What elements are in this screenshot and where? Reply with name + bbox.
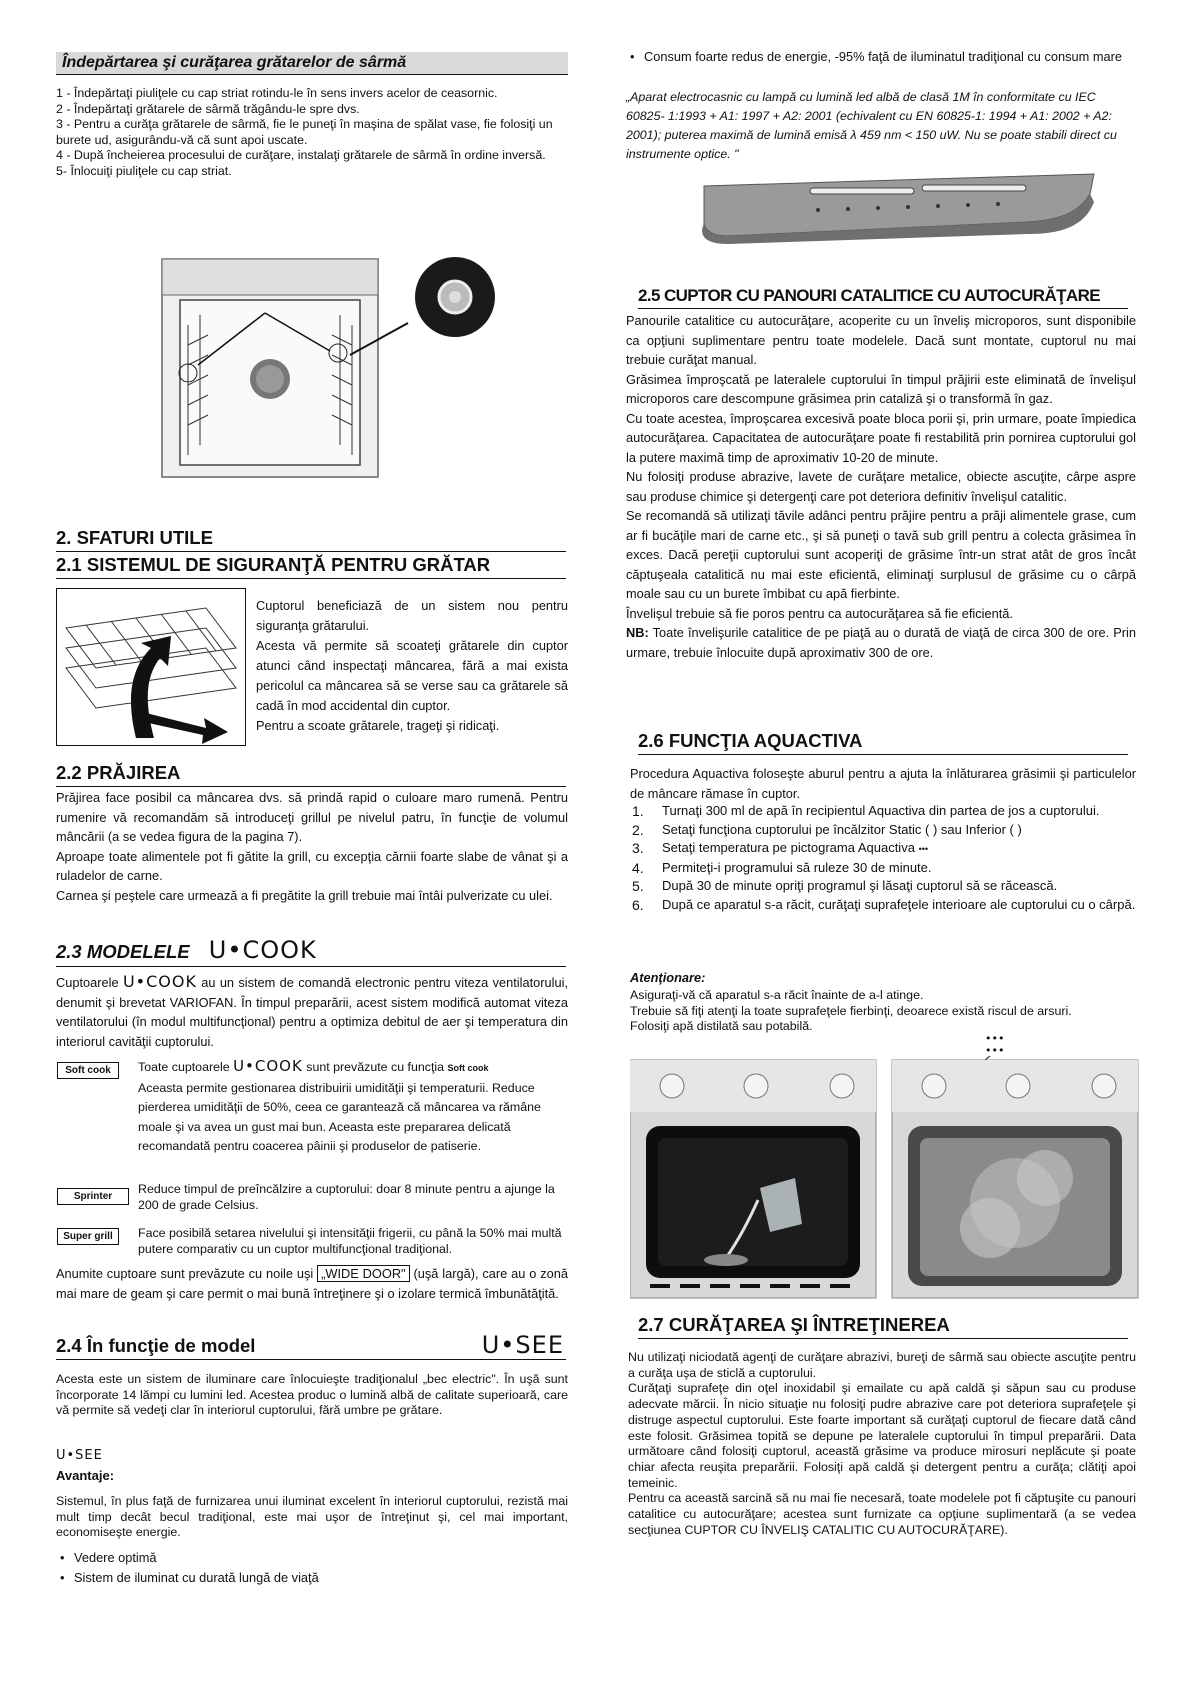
paragraph: Nu folosiţi produse abrazive, lavete de curăţare metalice, obiecte ascuţite, cârpe aspre sau produse chimice şi detergenţi care pot deteriora definitiv învelişul catalitic.: [626, 469, 1136, 504]
door-suffix: (uşă largă), care au o zonă mai mare de geam şi care permit o mai bună întreţinere şi o izolare termică îmbunătăţită.: [56, 1266, 568, 1301]
grilling-text: [56, 788, 568, 905]
advantages-text: Sistemul, în plus faţă de furnizarea unui iluminat excelent în interiorul cuptorului, rezistă mai mult timp decât becul tradiţional, este mai uşor de întreţinut şi, cel mai important, economiseşte energie.: [56, 1494, 568, 1540]
list-item: • Sistem de iluminat cu durată lungă de viaţă: [56, 1568, 568, 1588]
step-text: Permiteţi-i programului să ruleze 30 de minute.: [662, 859, 932, 875]
paragraph: Panourile catalitice cu autocurăţare, acoperite cu un înveliş microporos, sunt disponibile ca opţiuni suplimentare pentru toate modelele. Dacă sunt montate, cuptorul nu mai trebuie curăţat manual.: [626, 313, 1136, 367]
list-item: [632, 859, 1136, 878]
section-title-grill-safety: 2.1 SISTEMUL DE SIGURANŢĂ PENTRU GRĂTAR: [56, 554, 566, 579]
sprinter-text: Reduce timpul de preîncălzire a cuptorului: doar 8 minute pentru a ajunge la 200 de grade Celsius.: [138, 1182, 555, 1212]
step-number: 6.: [632, 896, 644, 913]
super-grill-icon: Super grill: [57, 1228, 119, 1245]
list-item: [632, 896, 1136, 915]
aquactiva-steps: [632, 802, 1136, 914]
step-number: 4.: [632, 859, 644, 876]
section-title-grilling: 2.2 PRĂJIREA: [56, 762, 566, 787]
cleaning-text: [628, 1350, 1136, 1538]
paragraph: Curăţaţi suprafeţe din oţel inoxidabil şi emailate cu apă caldă şi săpun sau cu produse adecvate mărcii. În nicio situaţie nu folosiţi pudre abrazive care pot deteriora suprafeţele şi distruge aspectul cuptorului. Este foarte important să curăţaţi cuptorul de fiecare dată când este folosit. Grăsimea topită se depune pe lateralele cuptorului în timpul preparării. Data următoare când folosiţi cuptorul, această grăsime va produce mirosuri neplăcute şi poate chiar afecta reuşita preparării. Folosiţi apă caldă şi detergent pentru a curăţa; clătiţi apoi temeinic.: [628, 1381, 1136, 1490]
paragraph: Aproape toate alimentele pot fi gătite la grill, cu excepţia cărnii foarte slabe de vânat şi a ruladelor de carne.: [56, 848, 568, 883]
paragraph: Grăsimea împroşcată pe lateralele cuptorului în timpul prăjirii este eliminată de învelişul microporos care descompune grăsimea prin catalizā şi o transformă în gaz.: [626, 371, 1136, 406]
wide-door-label: „WIDE DOOR": [317, 1265, 409, 1282]
step-number: 3.: [632, 840, 644, 856]
warning-line: Folosiţi apă distilată sau potabilă.: [630, 1019, 813, 1034]
soft-prefix: Toate cuptoarele: [138, 1060, 230, 1074]
step-number: 2.: [632, 821, 644, 838]
paragraph: Prăjirea face posibil ca mâncarea dvs. să prindă rapid o culoare maro rumenă. Pentru rumenire vă recomandăm să introduceţi grillul pe nivelul patru, în funcţie de volumul mâncării (a se vedea figura de la pagina 7).: [56, 790, 568, 844]
aquactiva-intro: Procedura Aquactiva foloseşte aburul pentru a ajuta la înlăturarea grăsimii şi particulelor de mâncare rămase în cuptor.: [630, 766, 1136, 801]
nb-label: NB:: [626, 625, 649, 640]
list-item: • Vedere optimă: [56, 1548, 568, 1568]
paragraph: Cu toate acestea, împroşcarea excesivă poate bloca porii şi, prin urmare, poate împiedica autocurăţarea. Capacitatea de autocurăţare poate fi restabilită prin pornirea cuptorului gol la putere maximă timp de aproximativ 10-20 de minute.: [626, 410, 1136, 465]
advantages-title: Avantaje:: [56, 1468, 115, 1483]
soft-cook-text: [138, 1057, 564, 1157]
sprinter-icon: Sprinter: [57, 1188, 129, 1205]
warning-line: Trebuie să fiţi atenţi la toate suprafeţele fierbinţi, deoarece există riscul de arsuri.: [630, 1003, 1072, 1018]
usee-description: Acesta este un sistem de iluminare care înlocuieşte tradiţionalul „bec electric". În uşă sunt încorporate 14 lămpi cu lumini led. Acestea produc o lumină albă de calitate superioară, care vă permite să vedeţi clar în interiorul cuptorului, fără umbre pe grătare.: [56, 1372, 568, 1418]
step-text: Setaţi temperatura pe pictograma Aquactiva: [662, 840, 915, 855]
step-number: 1.: [632, 803, 644, 819]
list-item: [632, 877, 1136, 896]
ucook-inline-logo: U•COOK: [233, 1057, 303, 1075]
section-title-models: [56, 936, 566, 967]
list-item: [632, 839, 1136, 859]
section-title-catalytic: 2.5 CUPTOR CU PANOURI CATALITICE CU AUTOCURĂŢARE: [638, 286, 1128, 309]
catalytic-text: [626, 311, 1136, 662]
paragraph: Cuptorul beneficiază de un sistem nou pentru siguranţa grătarului.: [256, 598, 568, 633]
paragraph: Pentru ca această sarcină să nu mai fie necesară, toate modelele pot fi căptuşite cu panouri catalitice cu autocurăţare; acestea sunt furnizate ca opţiune suplimentară (a se vedea secţiunea CUPTOR CU ÎNVELIŞ CATALITIC CU AUTOCURĂŢARE).: [628, 1491, 1136, 1537]
section-title-useful-tips: 2. SFATURI UTILE: [56, 527, 566, 552]
soft-cook-badge: Soft cook: [447, 1063, 489, 1073]
wide-door-text: [56, 1264, 568, 1303]
usee-logo: U•SEE: [481, 1331, 564, 1359]
step-text: Setaţi funcţiona cuptorului pe încălzitor Static ( ) sau Inferior ( ): [662, 821, 1022, 837]
soft-cook-icon: Soft cook: [57, 1062, 119, 1079]
ucook-inline-logo: U•COOK: [122, 972, 197, 991]
intro-text: au un sistem de comandă electronic pentru viteza ventilatorului, denumit şi brevetat VARIOFAN. În timpul preparării, acest sistem modifică automat viteza ventilatorului (în modul multifuncţional) pentru a optimiza debitul de aer şi temperatura din interiorul cavităţii cuptorului.: [56, 975, 568, 1049]
paragraph: Pentru a scoate grătarele, trageţi şi ridicaţi.: [256, 718, 500, 733]
paragraph: Se recomandă să utilizaţi tăvile adânci pentru prăjire pentru a prăji alimentele grase, cum ar fi bucăţile mari de carne etc., şi să puneţi o tavă sub grill pentru a colecta grăsimea în exces. Dacă pereţii cuptorului sunt acoperiţi de grăsime într-un strat atât de gros încât căptuşeala catalitică nu mai este eficientă, eliminaţi surplusul de grăsime cu o cârpă moale sau cu un burete îmbibat cu apă fierbinte.: [626, 508, 1136, 601]
usee-small-logo: U•SEE: [56, 1448, 103, 1463]
paragraph: Nu utilizaţi niciodată agenţi de curăţare abrazivi, bureţi de sârmă sau obiecte ascuţite pentru a curăţa uşa de sticlă a cuptorului.: [628, 1350, 1136, 1380]
section-title-remove-racks: Îndepărtarea şi curăţarea grătarelor de sârmă: [56, 52, 568, 75]
advantages-list: [56, 1548, 568, 1588]
grill-safety-text: [256, 596, 568, 736]
step-text: După 30 de minute opriţi programul şi lăsaţi cuptorul să se răcească.: [662, 878, 1058, 893]
list-item: [632, 821, 1136, 840]
svg-text:•••: •••: [985, 1032, 1005, 1045]
step-text: 3 - Pentru a curăţa grătarele de sârmă, fie le puneţi în maşina de spălat vase, fie folosiţi un burete ud, asigurându-vă că sunt apoi uscate.: [56, 117, 553, 147]
paragraph: [626, 623, 1136, 662]
step-text: 2 - Îndepărtaţi grătarele de sârmă trăgându-le spre dvs.: [56, 101, 360, 116]
svg-text:•••: •••: [985, 1044, 1005, 1057]
step-text: 4 - După încheierea procesului de curăţare, instalaţi grătarele de sârmă în ordine inversă.: [56, 148, 546, 163]
list-item: [632, 802, 1136, 821]
list-item: • Consum foarte redus de energie, -95% faţă de iluminatul tradiţional cu consum mare: [626, 48, 1136, 65]
paragraph: Carnea şi peştele care urmează a fi pregătite la grill trebuie mai întâi pulverizate cu ulei.: [56, 887, 553, 903]
oven-rack-illustration: [160, 255, 510, 480]
paragraph: Învelişul trebuie să fie poros pentru ca autocurăţarea să fie eficientă.: [626, 605, 1013, 621]
remove-racks-steps: [56, 86, 568, 180]
nb-text: Toate învelişurile catalitice de pe piaţă au o durată de viaţă de circa 300 de ore. Prin urmare, trebuie înlocuite după aproximativ 300 de ore.: [626, 625, 1136, 660]
section-title-by-model: [56, 1331, 566, 1360]
step-number: 5.: [632, 878, 644, 894]
paragraph: Acesta vă permite să scoateţi grătarele din cuptor atunci când inspectaţi mâncarea, fără a mai exista pericolul ca mâncarea să se verse sau ca grătarele să cadă în mod accidental din cuptor.: [256, 638, 568, 713]
warning-line: Asiguraţi-vă că aparatul s-a răcit înainte de a-l atinge.: [630, 988, 924, 1002]
section-title-cleaning: 2.7 CURĂŢAREA ŞI ÎNTREŢINEREA: [638, 1314, 1128, 1339]
grill-safety-illustration: [56, 588, 246, 746]
aquactiva-icon: •••: [918, 844, 929, 854]
warning-title: Atenţionare:: [630, 970, 706, 985]
intro-prefix: Cuptoarele: [56, 975, 119, 990]
usee-compliance-quote: „Aparat electrocasnic cu lampă cu lumină led albă de clasă 1M în conformitate cu IEC 60825- 1:1993 + A1: 1997 + A2: 2001 (echivalent cu EN 60825-1: 1994 + A1: 2002 + A2: 2001); puterea maximă de lumină emisă λ 459 nm < 150 uW. Nu se poate stabili direct cu instrumente optice. ": [626, 90, 1117, 161]
ucook-logo: U•COOK: [208, 936, 317, 964]
step-text: 1 - Îndepărtaţi piuliţele cu cap striat rotindu-le în sens invers acelor de ceasornic.: [56, 86, 498, 100]
models-title-text: 2.3 MODELELE: [56, 941, 190, 962]
step-text: 5- Înlocuiţi piuliţele cu cap striat.: [56, 163, 232, 178]
soft-description: Aceasta permite gestionarea distribuirii umidităţii şi temperaturii. Reduce pierderea umidităţii de 50%, ceea ce garantează că mâncarea va rămâne moale şi va avea un gust mai bun. Aceasta este prepararea delicată recomandată pentru coacerea pâinii şi produselor de patiserie.: [138, 1080, 541, 1153]
door-prefix: Anumite cuptoare sunt prevăzute cu noile uşi: [56, 1266, 314, 1281]
led-panel-illustration: [698, 172, 1098, 244]
step-text: După ce aparatul s-a răcit, curăţaţi suprafeţele interioare ale cuptorului cu o cârpă.: [662, 896, 1136, 912]
by-model-title: 2.4 În funcţie de model: [56, 1335, 256, 1356]
soft-middle: sunt prevăzute cu funcţia: [306, 1060, 445, 1074]
step-text: Turnaţi 300 ml de apă în recipientul Aquactiva din partea de jos a cuptorului.: [662, 803, 1100, 818]
aquactiva-oven-illustration: [630, 1028, 1140, 1300]
section-title-aquactiva: 2.6 FUNCŢIA AQUACTIVA: [638, 730, 1128, 755]
super-grill-text: Face posibilă setarea nivelului şi intensităţii frigerii, cu până la 50% mai multă putere comparativ cu un cuptor multifuncţional tradiţional.: [138, 1226, 562, 1256]
models-intro: [56, 972, 568, 1051]
advantages-list-cont: [626, 48, 1136, 65]
